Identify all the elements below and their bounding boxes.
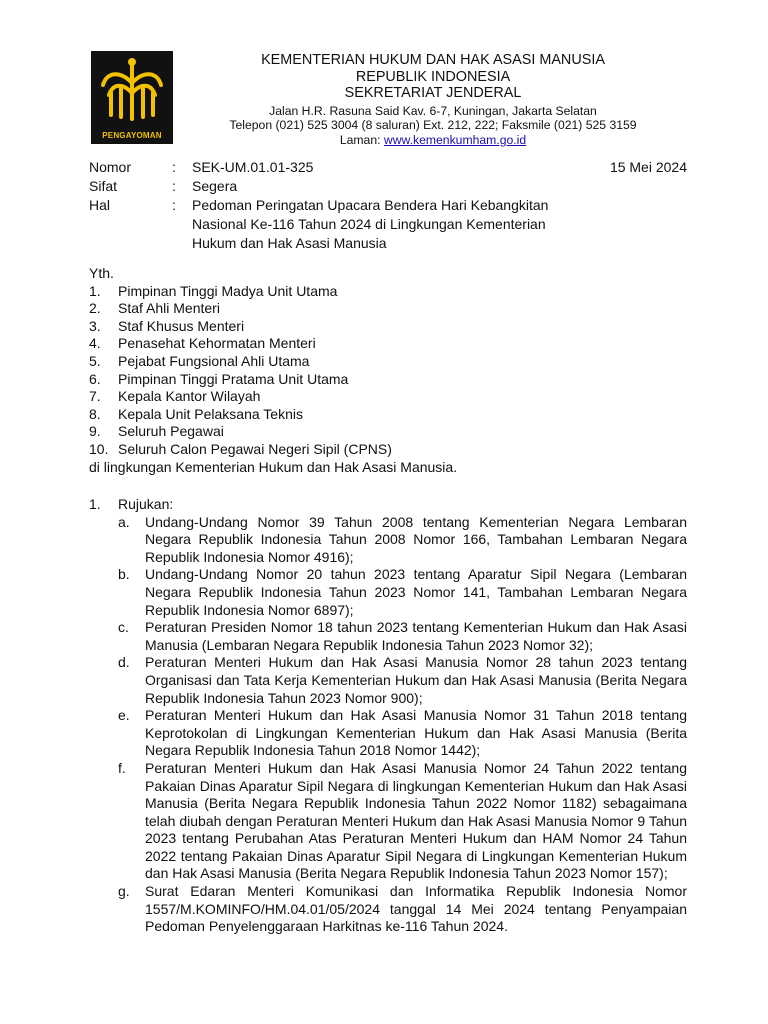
recipient-number: 7. — [89, 388, 101, 405]
recipient-text: Kepala Unit Pelaksana Teknis — [118, 405, 303, 422]
reference-item — [89, 566, 687, 619]
reference-text: Peraturan Presiden Nomor 18 tahun 2023 tentang Kementerian Hukum dan Hak Asasi Manusia (Lembaran Negara Republik Indonesia Tahun 2023 Nomor 32); — [145, 619, 687, 653]
recipient-number: 3. — [89, 317, 101, 334]
nomor-row — [89, 158, 687, 177]
reference-text: Peraturan Menteri Hukum dan Hak Asasi Manusia Nomor 28 tahun 2023 tentang Organisasi dan Tata Kerja Kementerian Hukum dan Hak Asasi Manusia (Berita Negara Republik Indonesia Tahun 2023 Nomor 900); — [145, 654, 687, 706]
website-label: Laman: — [339, 132, 384, 147]
recipient-number: 4. — [89, 335, 101, 352]
recipient-item — [89, 335, 687, 353]
references-section — [89, 496, 687, 936]
recipient-text: Staf Ahli Menteri — [118, 300, 220, 317]
ministry-logo — [91, 51, 173, 144]
letter-date: 15 Mei 2024 — [609, 159, 687, 175]
yth-label: Yth. — [89, 265, 114, 281]
reference-text: Peraturan Menteri Hukum dan Hak Asasi Manusia Nomor 24 Tahun 2022 tentang Pakaian Dinas Aparatur Sipil Negara di lingkungan Kementerian Hukum dan Hak Asasi Manusia (Berita Negara Republik Indonesia Tahun 2022 Nomor 1182) sebagaimana telah diubah dengan Peraturan Menteri Hukum dan Hak Asasi Manusia Nomor 9 Tahun 2023 tentang Perubahan Atas Peraturan Menteri Hukum dan HAM Nomor 24 Tahun 2022 tentang Pakaian Dinas Aparatur Sipil Negara di Lingkungan Kementerian Hukum dan Hak Asasi Manusia (Berita Negara Republik Indonesia Tahun 2023 Nomor 157); — [145, 759, 687, 882]
reference-text: Surat Edaran Menteri Komunikasi dan Informatika Republik Indonesia Nomor 1557/M.KOMINFO/HM.04.01/05/2024 tanggal 14 Mei 2024 tentang Penyampaian Pedoman Penyelenggaraan Harkitnas ke-116 Tahun 2024. — [145, 883, 687, 935]
hal-line-3: Hukum dan Hak Asasi Manusia — [192, 235, 387, 251]
recipient-number: 5. — [89, 352, 101, 369]
logo-caption: PENGAYOMAN — [102, 131, 162, 140]
sifat-row — [89, 177, 687, 196]
reference-item — [89, 619, 687, 654]
reference-items — [89, 514, 687, 936]
recipient-text: Seluruh Calon Pegawai Negeri Sipil (CPNS) — [118, 440, 392, 457]
letterhead — [188, 52, 678, 147]
recipient-text: Pejabat Fungsional Ahli Utama — [118, 352, 310, 369]
recipient-items — [89, 283, 687, 459]
hal-line-2: Nasional Ke-116 Tahun 2024 di Lingkungan Kementerian — [192, 216, 546, 232]
recipient-text: Pimpinan Tinggi Pratama Unit Utama — [118, 370, 349, 387]
secretariat-name: SEKRETARIAT JENDERAL — [344, 85, 522, 101]
references-heading — [89, 496, 687, 514]
recipient-text: Staf Khusus Menteri — [118, 317, 245, 334]
reference-text: Undang-Undang Nomor 20 tahun 2023 tentang Aparatur Sipil Negara (Lembaran Negara Republik Indonesia Tahun 2023 Nomor 141, Tambahan Lembaran Negara Republik Indonesia Nomor 6897); — [145, 566, 687, 618]
contact-block — [188, 104, 678, 148]
recipient-text: Penasehat Kehormatan Menteri — [118, 335, 316, 352]
nomor-colon: : — [172, 159, 176, 175]
recipient-item — [89, 406, 687, 424]
recipient-item — [89, 388, 687, 406]
country-name: REPUBLIK INDONESIA — [355, 68, 511, 85]
hal-row — [89, 196, 687, 253]
reference-item — [89, 654, 687, 707]
address-line: Jalan H.R. Rasuna Said Kav. 6-7, Kuningan, Jakarta Selatan — [269, 103, 597, 118]
website-link[interactable]: www.kemenkumham.go.id — [383, 132, 527, 147]
hal-colon: : — [172, 197, 176, 213]
recipient-item — [89, 283, 687, 301]
pengayoman-emblem-icon — [91, 53, 173, 133]
references-title: Rujukan: — [118, 496, 174, 512]
reference-text: Undang-Undang Nomor 39 Tahun 2008 tentang Kementerian Negara Lembaran Negara Republik Indonesia Tahun 2008 Nomor 166, Tambahan Lembaran Negara Republik Indonesia Nomor 4916); — [145, 513, 687, 565]
recipient-number: 10. — [89, 440, 109, 457]
recipient-text: Pimpinan Tinggi Madya Unit Utama — [118, 282, 338, 299]
recipient-text: Seluruh Pegawai — [118, 423, 224, 440]
sifat-label: Sifat — [89, 178, 118, 194]
recipient-text: Kepala Kantor Wilayah — [118, 388, 261, 405]
recipient-item — [89, 423, 687, 441]
reference-letter: c. — [118, 619, 129, 636]
recipient-item — [89, 353, 687, 371]
references-number: 1. — [89, 496, 101, 512]
recipient-number: 6. — [89, 370, 101, 387]
reference-letter: b. — [118, 566, 130, 583]
reference-item — [89, 760, 687, 883]
nomor-value: SEK-UM.01.01-325 — [192, 159, 314, 175]
ministry-name: KEMENTERIAN HUKUM DAN HAK ASASI MANUSIA — [261, 52, 605, 68]
recipient-number: 8. — [89, 405, 101, 422]
reference-letter: a. — [118, 513, 130, 530]
phone-line: Telepon (021) 525 3004 (8 saluran) Ext. 212, 222; Faksmile (021) 525 3159 — [229, 118, 637, 132]
reference-letter: d. — [118, 654, 130, 671]
hal-label: Hal — [89, 197, 111, 213]
recipient-list — [89, 265, 687, 476]
nomor-label: Nomor — [89, 159, 132, 175]
recipient-item — [89, 318, 687, 336]
sifat-colon: : — [172, 178, 176, 194]
recipient-closing: di lingkungan Kementerian Hukum dan Hak Asasi Manusia. — [89, 458, 458, 475]
reference-text: Peraturan Menteri Hukum dan Hak Asasi Manusia Nomor 31 Tahun 2018 tentang Keprotokolan di Lingkungan Kementerian Hukum dan Hak Asasi Manusia (Berita Negara Republik Indonesia Tahun 2018 Nomor 1442); — [145, 707, 687, 759]
recipient-item — [89, 300, 687, 318]
reference-letter: g. — [118, 883, 130, 900]
letter-meta — [89, 158, 687, 253]
hal-value — [192, 196, 652, 253]
reference-letter: f. — [118, 759, 126, 776]
recipient-item — [89, 371, 687, 389]
website-line — [188, 133, 678, 148]
recipient-number: 9. — [89, 423, 101, 440]
sifat-value: Segera — [192, 178, 238, 194]
recipient-number: 2. — [89, 300, 101, 317]
reference-item — [89, 883, 687, 936]
recipient-number: 1. — [89, 282, 101, 299]
reference-item — [89, 707, 687, 760]
reference-item — [89, 514, 687, 567]
hal-line-1: Pedoman Peringatan Upacara Bendera Hari Kebangkitan — [192, 197, 549, 213]
recipient-item — [89, 441, 687, 459]
reference-letter: e. — [118, 707, 130, 724]
